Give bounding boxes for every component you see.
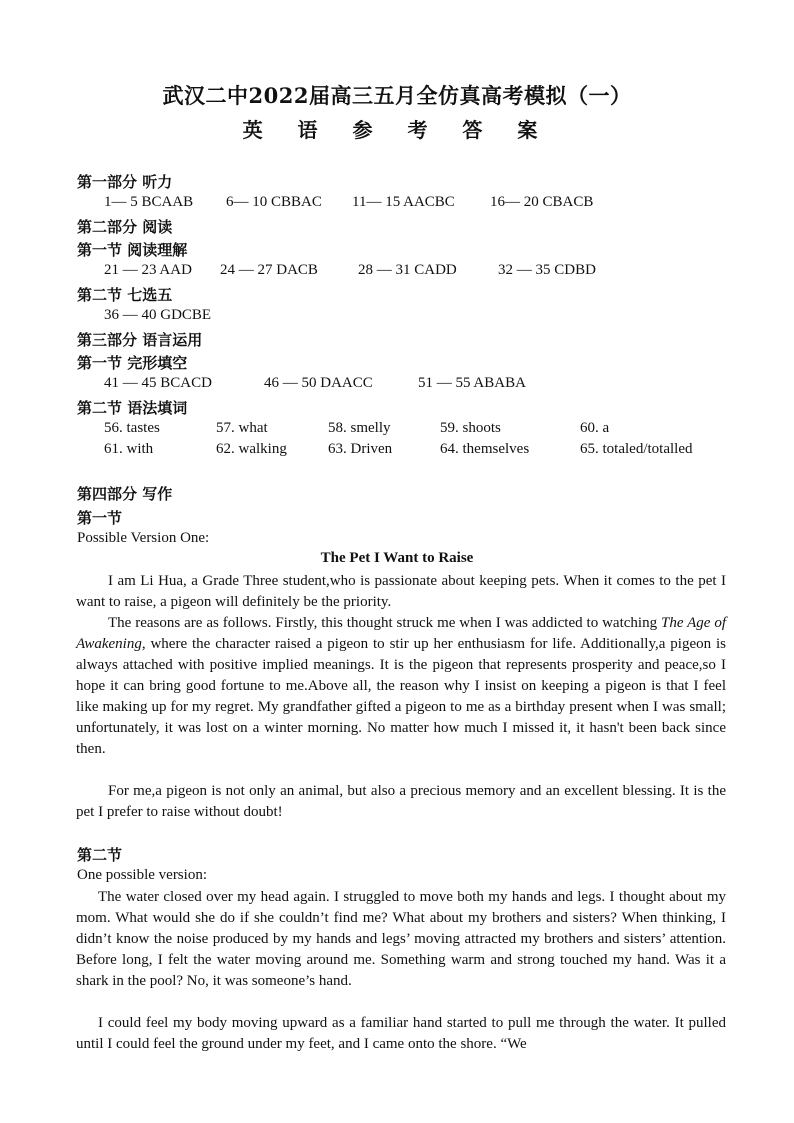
- answer-group: 28 — 31 CADD: [358, 262, 457, 278]
- grammar-answer: 56. tastes: [104, 420, 160, 436]
- essay-paragraph: I am Li Hua, a Grade Three student,who is passionate about keeping pets. When it comes to the pet I want to raise, a pigeon will definitely be the priority.: [76, 573, 726, 610]
- essay-title: The Pet I Want to Raise: [320, 550, 474, 566]
- answer-group: 46 — 50 DAACC: [264, 375, 373, 391]
- answer-group: 1— 5 BCAAB: [104, 194, 194, 210]
- part1-heading: 第一部分 听力: [77, 173, 173, 191]
- grammar-answer: 65. totaled/totalled: [580, 441, 693, 457]
- show-title: The Age of Awakening: [76, 615, 727, 652]
- grammar-answer: 57. what: [216, 420, 268, 436]
- part2-section1-heading: 第一节 阅读理解: [77, 241, 188, 259]
- grammar-answer: 61. with: [104, 441, 154, 457]
- story-paragraph: The water closed over my head again. I struggled to move both my hands and legs. I thought about my mom. What would she do if she couldn’t find me? What about my brothers and sisters? When thinking, I didn’t know the noise produced by my hands and legs’ moving attracted my brothers and sisters’ attention. Before long, I felt the water moving around me. Something warm and strong touched my hand. Was it a shark in the pool? No, it was someone’s hand.: [76, 889, 726, 989]
- version-label: One possible version:: [77, 867, 207, 883]
- answer-group: 41 — 45 BCACD: [104, 375, 212, 391]
- part4-section2-heading: 第二节: [77, 846, 123, 864]
- answer-group: 16— 20 CBACB: [490, 194, 594, 210]
- grammar-answer: 63. Driven: [328, 441, 393, 457]
- grammar-answer: 59. shoots: [440, 420, 501, 436]
- answer-group: 24 — 27 DACB: [220, 262, 318, 278]
- grammar-answer: 60. a: [580, 420, 610, 436]
- part3-section2-heading: 第二节 语法填词: [77, 399, 188, 417]
- answer-group: 11— 15 AACBC: [352, 194, 455, 210]
- part2-section2-heading: 第二节 七选五: [77, 286, 173, 304]
- essay-paragraph: The reasons are as follows. Firstly, this thought struck me when I was addicted to watching The Age of Awakening, where the character raised a pigeon to stir up her enthusiasm for life. Additionally,a pigeon is always attached with positive implied meanings. It is the pigeon that represents prosperity and peace,so I hope it can bring good fortune to me.Above all, the reason why I insist on keeping a pigeon is that I feel like making up for my regret. My grandfather gifted a pigeon to me as a birthday present when I was small; unfortunately, it was lost on a winter morning. No matter how much I missed it, it hasn't been back since then.: [76, 615, 727, 757]
- version-label: Possible Version One:: [77, 530, 210, 546]
- grammar-answer: 64. themselves: [440, 441, 530, 457]
- page-subtitle: 英 语 参 考 答 案: [242, 118, 552, 142]
- grammar-answer: 58. smelly: [328, 420, 391, 436]
- story-paragraph: I could feel my body moving upward as a familiar hand started to pull me through the water. It pulled until I could feel the ground under my feet, and I came onto the shore. “We: [76, 1015, 726, 1052]
- answer-group: 6— 10 CBBAC: [226, 194, 322, 210]
- part3-heading: 第三部分 语言运用: [77, 331, 203, 349]
- answer-group: 51 — 55 ABABA: [418, 375, 526, 391]
- part3-section1-heading: 第一节 完形填空: [77, 354, 188, 372]
- part4-heading: 第四部分 写作: [77, 485, 173, 503]
- answer-group: 32 — 35 CDBD: [498, 262, 596, 278]
- grammar-answer: 62. walking: [216, 441, 287, 457]
- page-title: 武汉二中2022届高三五月全仿真高考模拟（一）: [162, 83, 632, 108]
- answer-group: 36 — 40 GDCBE: [104, 307, 212, 323]
- answer-group: 21 — 23 AAD: [104, 262, 192, 278]
- part2-heading: 第二部分 阅读: [77, 218, 173, 236]
- essay-paragraph: For me,a pigeon is not only an animal, but also a precious memory and an excellent blessing. It is the pet I prefer to raise without doubt!: [76, 783, 726, 820]
- part4-section1-heading: 第一节: [77, 509, 123, 527]
